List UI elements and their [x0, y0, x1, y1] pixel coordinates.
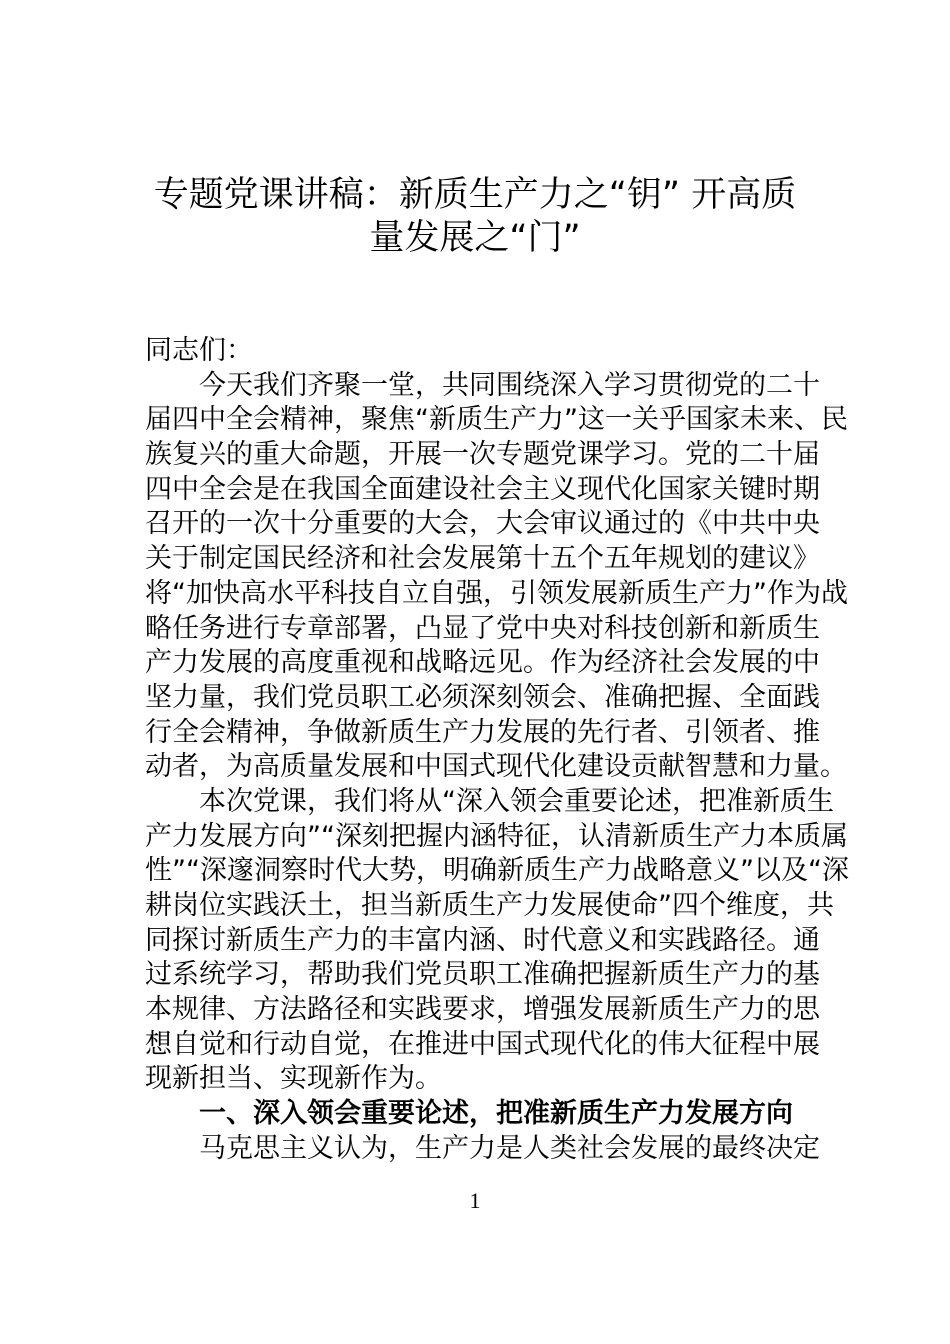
paragraph-line: 召开的一次十分重要的大会，大会审议通过的《中共中央 — [145, 508, 820, 540]
paragraph-line: 关于制定国民经济和社会发展第十五个五年规划的建议》 — [145, 543, 820, 575]
paragraph-line: 行全会精神，争做新质生产力发展的先行者、引领者、推 — [145, 716, 820, 748]
page-number: 1 — [469, 1188, 481, 1213]
salutation: 同志们： — [145, 335, 253, 366]
paragraph — [145, 785, 849, 1097]
document-body — [145, 334, 849, 1167]
paragraph-line: 将“加快高水平科技自立自强，引领发展新质生产力”作为战 — [145, 577, 848, 609]
paragraph-line: 本规律、方法路径和实践要求，增强发展新质生产力的思 — [145, 994, 820, 1026]
paragraph-line: 四中全会是在我国全面建设社会主义现代化国家关键时期 — [145, 473, 820, 505]
document-title-line-2: 量发展之“门” — [369, 218, 581, 258]
paragraph-line: 本次党课，我们将从“深入领会重要论述，把准新质生 — [199, 785, 834, 817]
paragraph-line: 性”“深邃洞察时代大势，明确新质生产力战略意义”以及“深 — [145, 855, 849, 887]
paragraph-line: 族复兴的重大命题，开展一次专题党课学习。党的二十届 — [145, 439, 820, 471]
paragraph-line: 坚力量，我们党员职工必须深刻领会、准确把握、全面践 — [145, 681, 820, 713]
document-title-line-1: 专题党课讲稿：新质生产力之“钥” 开高质 — [153, 175, 797, 215]
paragraph-line: 现新担当、实现新作为。 — [145, 1063, 442, 1095]
paragraph-line: 略任务进行专章部署，凸显了党中央对科技创新和新质生 — [145, 612, 820, 644]
paragraph-line: 产力发展的高度重视和战略远见。作为经济社会发展的中 — [145, 647, 820, 679]
paragraph — [145, 369, 848, 785]
paragraph-line: 届四中全会精神，聚焦“新质生产力”这一关乎国家未来、民 — [145, 404, 848, 436]
section-heading: 一、深入领会重要论述，把准新质生产力发展方向 — [199, 1098, 793, 1130]
paragraph-line: 动者，为高质量发展和中国式现代化建设贡献智慧和力量。 — [145, 751, 847, 783]
paragraph-line: 耕岗位实践沃土，担当新质生产力发展使命”四个维度，共 — [145, 890, 834, 921]
paragraph-line: 产力发展方向”“深刻把握内涵特征，认清新质生产力本质属 — [145, 820, 848, 852]
paragraph-line: 想自觉和行动自觉，在推进中国式现代化的伟大征程中展 — [145, 1028, 820, 1060]
paragraph-line: 今天我们齐聚一堂，共同围绕深入学习贯彻党的二十 — [199, 369, 820, 401]
paragraph-line: 过系统学习，帮助我们党员职工准确把握新质生产力的基 — [145, 959, 820, 991]
paragraph-line: 马克思主义认为，生产力是人类社会发展的最终决定 — [199, 1132, 820, 1164]
paragraph-line: 同探讨新质生产力的丰富内涵、时代意义和实践路径。通 — [145, 924, 820, 956]
